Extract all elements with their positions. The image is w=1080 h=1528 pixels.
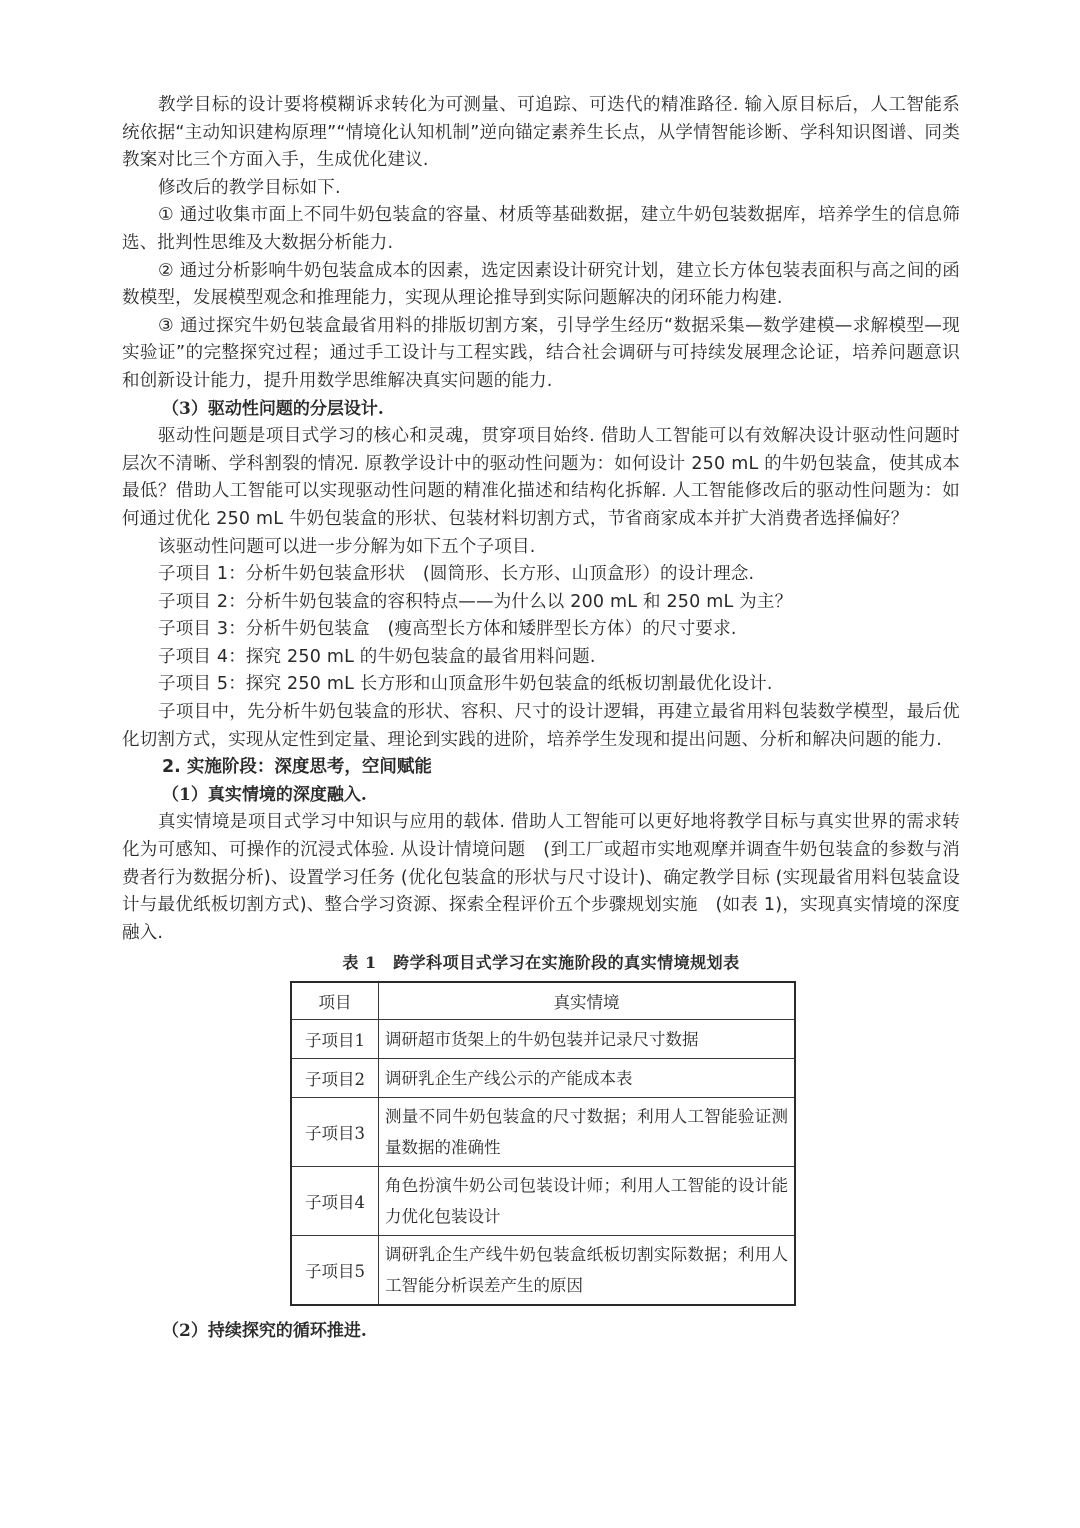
goal-item-1: ① 通过收集市面上不同牛奶包装盒的容量、材质等基础数据，建立牛奶包装数据库，培养学生的信息筛选、批判性思维及大数据分析能力. [122, 205, 960, 253]
paragraph-subproject-summary: 子项目中，先分析牛奶包装盒的形状、容积、尺寸的设计逻辑，再建立最省用料包装数学模型，最后优化切割方式，实现从定性到定量、理论到实践的进阶，培养学生发现和提出问题、分析和解决问题的能力. [122, 702, 960, 750]
row-item: 子项目3 [291, 1098, 379, 1167]
subproject-1: 子项目 1：分析牛奶包装盒形状 (圆筒形、长方形、山顶盒形）的设计理念. [158, 564, 755, 585]
header-context: 真实情境 [379, 982, 796, 1020]
row-item: 子项目2 [291, 1059, 379, 1098]
header-item: 项目 [291, 982, 379, 1020]
table-row [291, 1020, 795, 1059]
paragraph-driving-question: 驱动性问题是项目式学习的核心和灵魂，贯穿项目始终. 借助人工智能可以有效解决设计驱动性问题时层次不清晰、学科割裂的情况. 原教学设计中的驱动性问题为：如何设计 250 mL 的牛奶包装盒，使其成本最低？借助人工智能可以实现驱动性问题的精准化描述和结构化拆解. 人工智能修改后的驱动性问题为：如何通过优化 250 mL 牛奶包装盒的形状、包装材料切割方式，节省商家成本并扩大消费者选择偏好？ [122, 426, 960, 529]
table-row [291, 1059, 795, 1098]
paragraph-real-context: 真实情境是项目式学习中知识与应用的载体. 借助人工智能可以更好地将教学目标与真实世界的需求转化为可感知、可操作的沉浸式体验. 从设计情境问题 (到工厂或超市实地观摩并调查牛奶包装盒的参数与消费者行为数据分析)、设置学习任务 (优化包装盒的形状与尺寸设计)、确定教学目标 (实现最省用料包装盒设计与最优纸板切割方式)、整合学习资源、探索全程评价五个步骤规划实施 (如表 1)，实现真实情境的深度融入. [122, 812, 960, 943]
subproject-5: 子项目 5：探究 250 mL 长方形和山顶盒形牛奶包装盒的纸板切割最优化设计. [158, 674, 773, 695]
row-context: 调研乳企生产线牛奶包装盒纸板切割实际数据；利用人工智能分析误差产生的原因 [379, 1236, 796, 1306]
table-caption: 表 1 跨学科项目式学习在实施阶段的真实情境规划表 [342, 953, 740, 973]
row-context: 测量不同牛奶包装盒的尺寸数据；利用人工智能验证测量数据的准确性 [379, 1098, 796, 1167]
heading-real-context: （1）真实情境的深度融入. [162, 784, 367, 805]
row-context: 角色扮演牛奶公司包装设计师；利用人工智能的设计能力优化包装设计 [379, 1167, 796, 1236]
subproject-3: 子项目 3：分析牛奶包装盒 (瘦高型长方体和矮胖型长方体）的尺寸要求. [158, 619, 737, 640]
paragraph-goal-design: 教学目标的设计要将模糊诉求转化为可测量、可追踪、可迭代的精准路径. 输入原目标后，人工智能系统依据“主动知识建构原理”“情境化认知机制”逆向锚定素养生长点，从学情智能诊断、学科知识图谱、同类教案对比三个方面入手，生成优化建议. [122, 95, 960, 171]
goal-item-2: ② 通过分析影响牛奶包装盒成本的因素，选定因素设计研究计划，建立长方体包装表面积与高之间的函数模型，发展模型观念和推理能力，实现从理论推导到实际问题解决的闭环能力构建. [122, 260, 960, 309]
table-row [291, 1167, 795, 1236]
paragraph-revised-goals: 修改后的教学目标如下. [158, 177, 341, 198]
row-context: 调研超市货架上的牛奶包装并记录尺寸数据 [379, 1020, 796, 1059]
goal-item-3: ③ 通过探究牛奶包装盒最省用料的排版切割方案，引导学生经历“数据采集—数学建模—求解模型—现实验证”的完整探究过程；通过手工设计与工程实践，结合社会调研与可持续发展理念论证，培养问题意识和创新设计能力，提升用数学思维解决真实问题的能力. [122, 315, 960, 391]
section-heading-implementation: 2. 实施阶段：深度思考，空间赋能 [162, 757, 432, 778]
table-header-row [291, 982, 795, 1020]
subproject-4: 子项目 4：探究 250 mL 的牛奶包装盒的最省用料问题. [158, 646, 596, 667]
document-page [122, 92, 960, 1346]
row-item: 子项目1 [291, 1020, 379, 1059]
subproject-2: 子项目 2：分析牛奶包装盒的容积特点——为什么以 200 mL 和 250 mL 为主？ [158, 591, 793, 612]
table-row [291, 1236, 795, 1306]
row-context: 调研乳企生产线公示的产能成本表 [379, 1059, 796, 1098]
paragraph-decompose: 该驱动性问题可以进一步分解为如下五个子项目. [158, 536, 536, 557]
row-item: 子项目4 [291, 1167, 379, 1236]
heading-driving-question: （3）驱动性问题的分层设计. [162, 398, 384, 419]
context-plan-table [290, 981, 796, 1306]
row-item: 子项目5 [291, 1236, 379, 1306]
table-row [291, 1098, 795, 1167]
heading-continuous-inquiry: （2）持续探究的循环推进. [162, 1321, 367, 1342]
